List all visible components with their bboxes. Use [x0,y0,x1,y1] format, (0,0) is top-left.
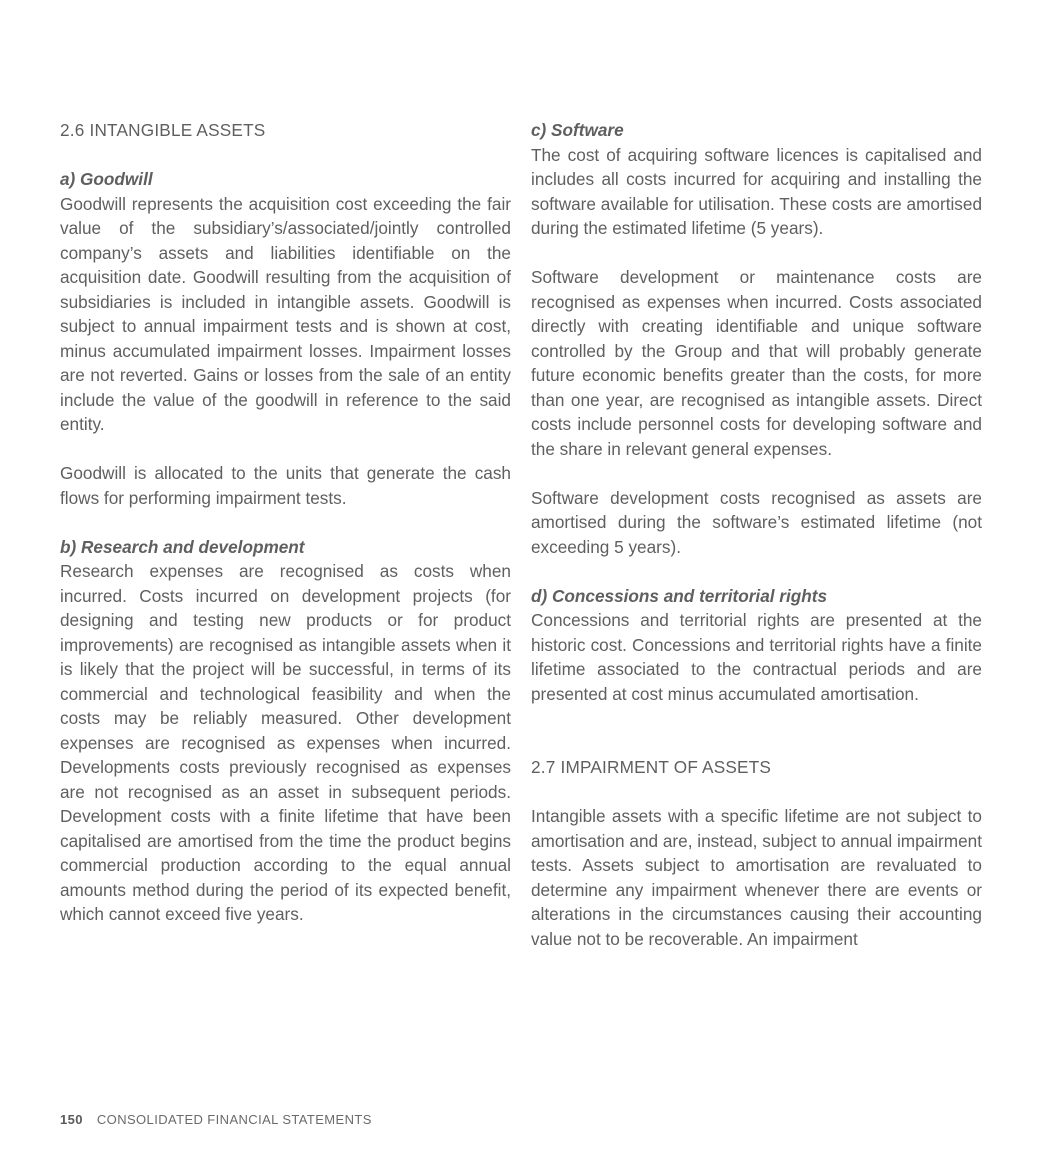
right-column [531,118,982,951]
concessions-heading: d) Concessions and territorial rights [531,585,828,606]
footer-label: CONSOLIDATED FINANCIAL STATEMENTS [96,1112,372,1127]
research-development-paragraph: Research expenses are recognised as costs when incurred. Costs incurred on development projects (for designing and testing new products or for product improvements) are recognised as intangible assets when it is likely that the project will be successful, in terms of its commercial and technological feasibility and when the costs may be reliably measured. Other development expenses are recognised as expenses when incurred. Developments costs previously recognised as expenses are not recognised as an asset in subsequent periods. Development costs with a finite lifetime that have been capitalised are amortised from the time the product begins commercial production according to the equal annual amounts method during the period of its expected benefit, which cannot exceed five years. [60,561,511,924]
concessions-paragraph: Concessions and territorial rights are presented at the historic cost. Concessions and territorial rights have a finite lifetime associated to the contractual periods and are presented at cost minus accumulated amortisation. [531,610,982,704]
software-paragraph-2: Software development or maintenance costs are recognised as expenses when incurred. Costs associated directly with creating identifiable and unique software controlled by the Group and that will probably generate future economic benefits greater than the costs, for more than one year, are recognised as intangible assets. Direct costs include personnel costs for developing software and the share in relevant general expenses. [531,267,982,459]
software-paragraph-1: The cost of acquiring software licences is capitalised and includes all costs incurred for acquiring and installing the software available for utilisation. These costs are amortised during the estimated lifetime (5 years). [531,144,982,238]
page-footer [60,1112,372,1127]
software-heading: c) Software [531,120,624,140]
goodwill-paragraph-1: Goodwill represents the acquisition cost exceeding the fair value of the subsidiary’s/associated/jointly controlled company’s assets and liabilities identifiable on the acquisition date. Goodwill resulting from the acquisition of subsidiaries is included in intangible assets. Goodwill is subject to annual impairment tests and is shown at cost, minus accumulated impairment losses. Impairment losses are not reverted. Gains or losses from the sale of an entity include the value of the goodwill in reference to the said entity. [60,193,511,434]
section-title-intangible-assets: 2.6 INTANGIBLE ASSETS [60,120,266,140]
goodwill-heading: a) Goodwill [60,169,153,189]
left-column [60,118,511,927]
page-number: 150 [60,1112,83,1127]
section-title-impairment-of-assets: 2.7 IMPAIRMENT OF ASSETS [531,757,772,777]
research-development-heading: b) Research and development [60,536,305,557]
impairment-paragraph: Intangible assets with a specific lifetime are not subject to amortisation and are, instead, subject to annual impairment tests. Assets subject to amortisation are revaluated to determine any impairment whenever there are events or alterations in the circumstances causing their accounting value not to be recoverable. An impairment [531,806,982,949]
software-paragraph-3: Software development costs recognised as assets are amortised during the software’s estimated lifetime (not exceeding 5 years). [531,487,982,557]
goodwill-paragraph-2: Goodwill is allocated to the units that generate the cash flows for performing impairment tests. [60,463,511,508]
